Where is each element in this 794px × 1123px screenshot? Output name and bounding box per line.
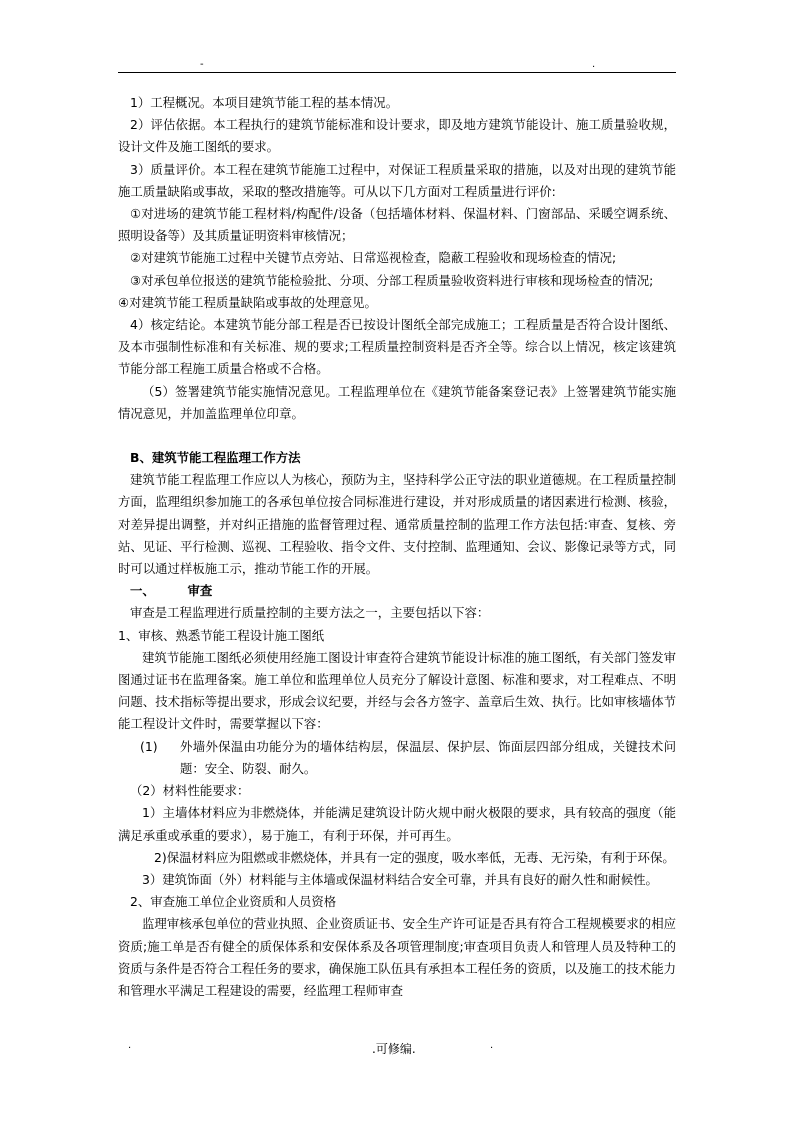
subsection-title: 审查 (187, 583, 213, 599)
item-overview: 1）工程概况。本项目建筑节能工程的基本情况。 (130, 95, 399, 110)
eval-point-2: ②对建筑节能施工过程中关键节点旁站、日常巡视检查，隐蔽工程验收和现场检查的情况; (130, 250, 617, 266)
item-conclusion: 4）核定结论。本建筑节能分部工程是否已按设计图纸全部完成施工；工程质量是否符合设计图纸、及本市强制性标准和有关标准、规的要求;工程质量控制资料是否齐全等。综合以上情况，核定该建筑节能分部工程施工质量合格或不合格。 (118, 317, 676, 377)
subsection-review-heading (118, 580, 676, 602)
footer-text: .可修编. (372, 1042, 416, 1056)
header-mark-right: . (592, 59, 596, 70)
material-req-1: 1）主墙体材料应为非燃烧体，并能满足建筑设计防火规中耐火极限的要求，具有较高的强度（能满足承重或承重的要求），易于施工，有利于环保，并可再生。 (118, 805, 676, 843)
eval-point-4: ④对建筑节能工程质量缺陷或事故的处理意见。 (118, 294, 377, 310)
footer-mark-left: . (128, 1040, 132, 1051)
point1-text: 外墙外保温由功能分为的墙体结构层，保温层、保护层、饰面层四部分组成，关键技术问题：安全、防裂、耐久。 (180, 738, 676, 776)
item2-title: 2、审查施工单位企业资质和人员资格 (130, 894, 337, 910)
item2-body: 监理审核承包单位的营业执照、企业资质证书、安全生产许可证是否具有符合工程规模要求的相应资质;施工单是否有健全的质保体系和安保体系及各项管理制度;审查项目负责人和管理人员及特种工的资质与条件是否符合工程任务的要求，确保施工队伍具有承担本工程任务的资质，以及施工的技术能力和管理水平满足工程建设的需要，经监理工程师审查 (118, 916, 676, 998)
item1-title: 1、审核、熟悉节能工程设计施工图纸 (118, 627, 325, 643)
material-req-3: 3）建筑饰面（外）材料能与主体墙或保温材料结合安全可靠，并具有良好的耐久性和耐候性。 (142, 871, 658, 887)
document-body (118, 92, 676, 1002)
item1-body: 建筑节能施工图纸必须使用经施工图设计审查符合建筑节能设计标准的施工图纸，有关部门签发审图通过证书在监理备案。施工单位和监理单位人员充分了解设计意图、标准和要求，对工程难点、不明问题、技术指标等提出要求，形成会议纪要，并经与会各方签字、盖章后生效、执行。比如审核墙体节能工程设计文件时，需要掌握以下容： (118, 649, 676, 732)
footer-mark-right: . (490, 1040, 494, 1051)
point1 (118, 736, 676, 780)
material-req-2: 2)保温材料应为阻燃或非燃烧体，并具有一定的强度，吸水率低，无毒、无污染，有利于环保。 (154, 849, 675, 865)
subsection-number: 一、 (130, 583, 155, 599)
point2: （2）材料性能要求： (130, 783, 250, 799)
header-mark-left: - (200, 59, 204, 70)
item-quality-eval: 3）质量评价。本工程在建筑节能施工过程中，对保证工程质量采取的措施，以及对出现的建筑节能施工质量缺陷或事故，采取的整改措施等。可从以下几方面对工程质量进行评价: (118, 161, 676, 199)
item-signoff: （5）签署建筑节能实施情况意见。工程监理单位在《建筑节能备案登记表》上签署建筑节能实施情况意见，并加盖监理单位印章。 (118, 383, 676, 421)
eval-point-1: ①对进场的建筑节能工程材料/构配件/设备（包括墙体材料、保温材料、门窗部品、采暖空调系统、照明设备等）及其质量证明资料审核情况； (118, 206, 676, 244)
review-intro: 审查是工程监理进行质量控制的主要方法之一，主要包括以下容： (130, 605, 490, 621)
section-b-title: B、建筑节能工程监理工作方法 (130, 450, 301, 466)
section-b-intro: 建筑节能工程监理工作应以人为核心，预防为主，坚持科学公正守法的职业道德规。在工程质量控制方面，监理组织参加施工的各承包单位按合同标准进行建设，并对形成质量的诸因素进行检测、核验，对差异提出调整，并对纠正措施的监督管理过程、通常质量控制的监理工作方法包括:审查、复核、旁站、见证、平行检测、巡视、工程验收、指令文件、支付控制、监理通知、会议、影像记录等方式，同时可以通过样板施工示，推动节能工作的开展。 (118, 472, 676, 577)
item-basis: 2）评估依据。本工程执行的建筑节能标准和设计要求，即及地方建筑节能设计、施工质量验收规，设计文件及施工图纸的要求。 (118, 117, 676, 155)
eval-point-3: ③对承包单位报送的建筑节能检验批、分项、分部工程质量验收资料进行审核和现场检查的情况; (130, 272, 654, 288)
header-rule (118, 72, 676, 73)
point1-number: (1) (140, 738, 158, 754)
spacer (118, 425, 676, 447)
